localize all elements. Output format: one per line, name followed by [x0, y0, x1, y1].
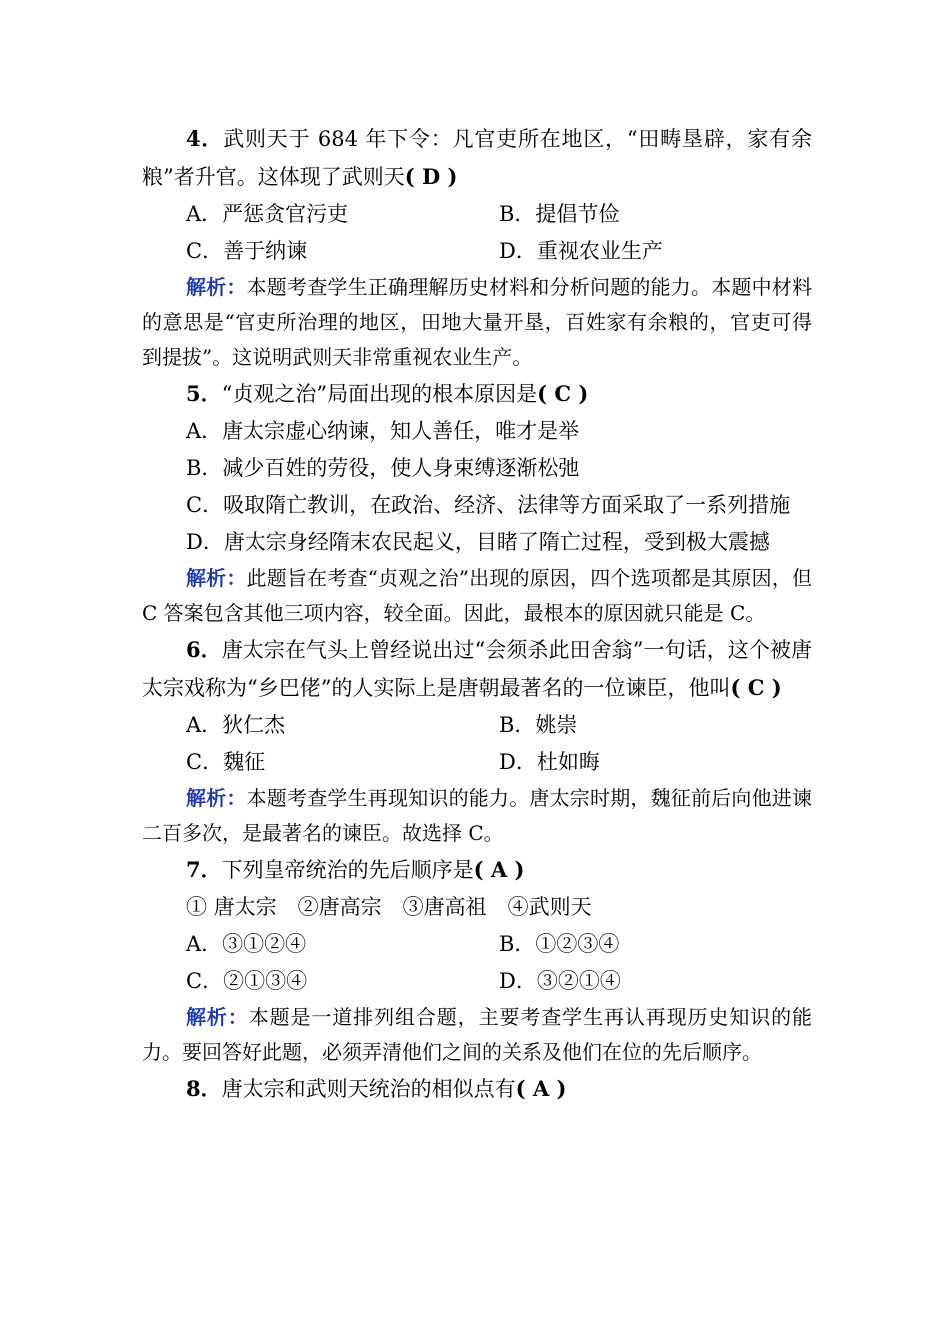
option-a: A．③①②④	[186, 932, 307, 956]
options-row	[142, 744, 812, 781]
question-stem: “贞观之治”局面出现的根本原因是	[221, 382, 538, 406]
question-list	[142, 120, 812, 1108]
answer: ( A )	[473, 857, 525, 882]
analysis	[142, 270, 812, 375]
option-d: D．唐太宗身经隋末农民起义，目睹了隋亡过程，受到极大震撼	[186, 530, 770, 554]
analysis-text: 本题考查学生再现知识的能力。唐太宗时期，魏征前后向他进谏二百多次，是最著名的谏臣。故选择 C。	[142, 786, 813, 845]
question-6	[142, 631, 812, 707]
option-b: B．提倡节俭	[499, 202, 620, 226]
analysis-label: 解析：	[186, 566, 247, 590]
analysis	[142, 781, 812, 851]
question-stem: 唐太宗和武则天统治的相似点有	[221, 1077, 516, 1101]
answer: ( D )	[404, 164, 458, 189]
option-c: C．吸取隋亡教训，在政治、经济、法律等方面采取了一系列措施	[186, 493, 791, 517]
sequence-items: ① 唐太宗 ②唐高宗 ③唐高祖 ④武则天	[186, 895, 592, 919]
question-number: 8．	[186, 1076, 222, 1101]
question-number: 5．	[186, 381, 222, 406]
question-stem: 下列皇帝统治的先后顺序是	[221, 858, 474, 882]
question-number: 7．	[186, 857, 222, 882]
options-row	[142, 196, 812, 233]
option-a: A．狄仁杰	[186, 713, 286, 737]
question-stem: 武则天于 684 年下令：凡官吏所在地区，“田畴垦辟，家有余粮”者升官。这体现了武则天	[142, 127, 812, 189]
option-a: A．严惩贪官污吏	[186, 202, 349, 226]
analysis-text: 此题旨在考查“贞观之治”出现的原因，四个选项都是其原因，但 C 答案包含其他三项内容，较全面。因此，最根本的原因就只能是 C。	[142, 566, 813, 625]
option-d: D．③②①④	[499, 969, 621, 993]
answer: ( A )	[515, 1076, 567, 1101]
answer: ( C )	[537, 381, 589, 406]
analysis-text: 本题是一道排列组合题，主要考查学生再认再现历史知识的能力。要回答好此题，必须弄清他们之间的关系及他们在位的先后顺序。	[142, 1005, 813, 1064]
option-b: B．姚崇	[499, 713, 578, 737]
question-4	[142, 120, 812, 196]
option-b: B．减少百姓的劳役，使人身束缚逐渐松弛	[186, 456, 580, 480]
options-row	[142, 707, 812, 744]
option-c: C．②①③④	[186, 969, 308, 993]
analysis-label: 解析：	[186, 1005, 249, 1029]
option-c: C．善于纳谏	[186, 239, 308, 263]
question-8	[142, 1070, 812, 1108]
options-row	[142, 963, 812, 1000]
analysis-label: 解析：	[186, 275, 247, 299]
question-number: 6．	[186, 637, 222, 662]
option-c: C．魏征	[186, 750, 266, 774]
analysis-text: 本题考查学生正确理解历史材料和分析问题的能力。本题中材料的意思是“官吏所治理的地区，田地大量开垦，百姓家有余粮的，官吏可得到提拔”。这说明武则天非常重视农业生产。	[142, 275, 813, 369]
question-5	[142, 375, 812, 413]
options-row	[142, 926, 812, 963]
option-d: D．杜如晦	[499, 750, 600, 774]
option-a: A．唐太宗虚心纳谏，知人善任，唯才是举	[186, 419, 580, 443]
option-d: D．重视农业生产	[499, 239, 663, 263]
question-7	[142, 851, 812, 889]
question-number: 4．	[186, 126, 224, 151]
analysis	[142, 561, 812, 631]
question-stem: 唐太宗在气头上曾经说出过“会须杀此田舍翁”一句话，这个被唐太宗戏称为“乡巴佬”的人实际上是唐朝最著名的一位谏臣，他叫	[142, 638, 812, 700]
options-row	[142, 233, 812, 270]
analysis	[142, 1000, 812, 1070]
analysis-label: 解析：	[186, 786, 247, 810]
answer: ( C )	[730, 675, 782, 700]
option-b: B．①②③④	[499, 932, 620, 956]
